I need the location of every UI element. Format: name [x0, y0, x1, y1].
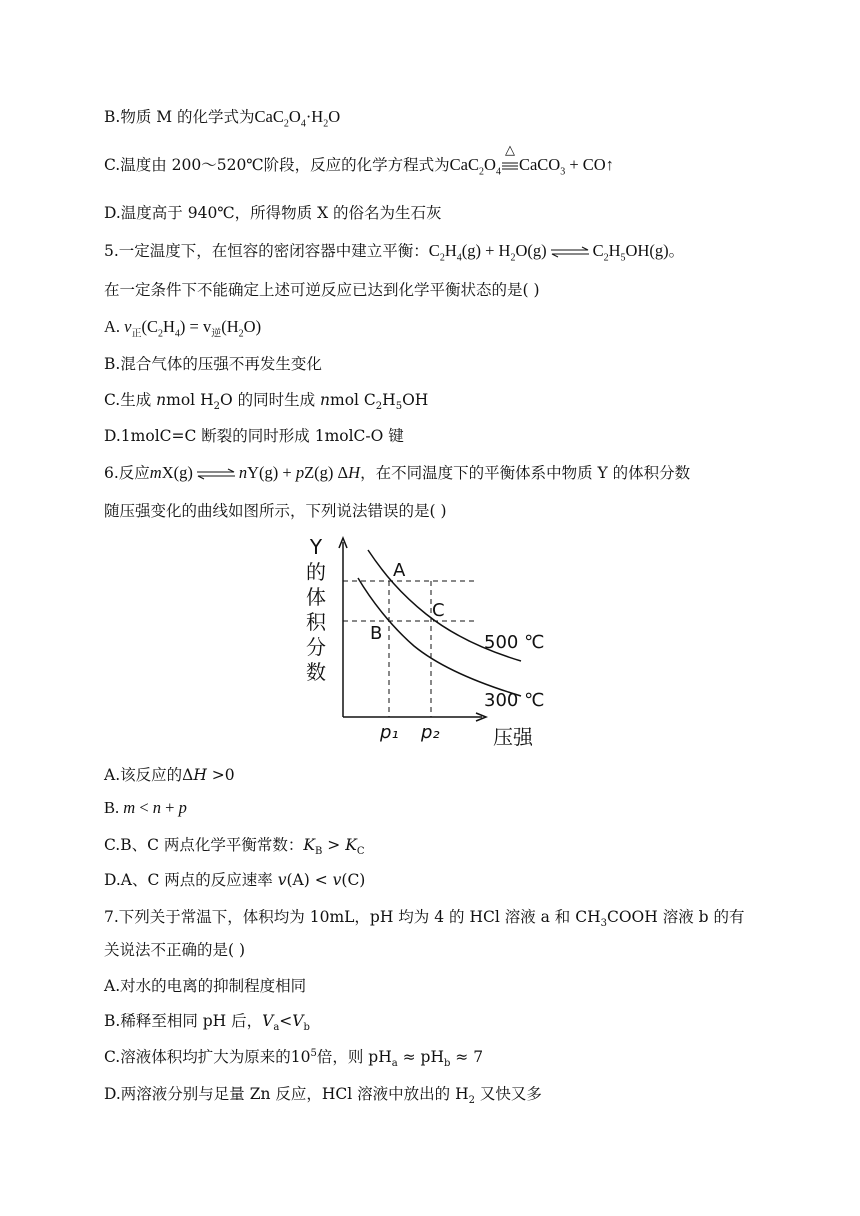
equilibrium-arrow-icon — [196, 468, 236, 480]
equilibrium-arrow-icon — [550, 246, 590, 258]
q7-stem-line2: 关说法不正确的是( ) — [104, 941, 246, 959]
q7-option-b: B.稀释至相同 pH 后，$V_a<V_b$ — [104, 1012, 310, 1034]
q5-stem-suffix: 。 — [668, 242, 685, 260]
q6-eq-right: nY(g) + pZ(g) ΔH — [238, 463, 361, 482]
q6-figure-svg — [296, 534, 558, 746]
q5-option-b: B.混合气体的压强不再发生变化 — [104, 355, 322, 373]
q5-option-d: D.1molC=C 断裂的同时形成 1molC-O 键 — [104, 427, 404, 445]
q7-option-c: C.溶液体积均扩大为原来的$10^5$倍，则 $pH_a \approx pH_b \approx 7$ — [104, 1047, 484, 1070]
q7-option-d: D.两溶液分别与足量 Zn 反应，HCl 溶液中放出的 $H_2$ 又快又多 — [104, 1085, 542, 1107]
q4c-prefix: C.温度由 200～520℃阶段，反应的化学方程式为 — [104, 156, 450, 174]
x-tick-p1: p₁ — [380, 722, 399, 743]
q6-figure — [296, 534, 558, 746]
y-axis-label-3: 积 — [306, 610, 326, 634]
q5-stem-prefix: 5.一定温度下，在恒容的密闭容器中建立平衡： — [104, 242, 429, 260]
q5-eq-left: $C_2H_4(g) + H_2O(g)$ — [428, 241, 547, 264]
y-axis-label-1: 的 — [306, 560, 326, 584]
q7-stem-line1: 7.下列关于常温下，体积均为 10mL，pH 均为 4 的 HCl 溶液 a 和 $CH_3COOH$ 溶液 b 的有 — [104, 908, 745, 930]
q6-option-c: C.B、C 两点化学平衡常数：$K_B > K_C$ — [104, 836, 365, 858]
q7-option-a: A.对水的电离的抑制程度相同 — [104, 977, 307, 995]
y-axis-label-4: 分 — [306, 635, 326, 659]
q4c-product: CaCO$_3$ + CO↑ — [518, 155, 614, 178]
x-tick-p2: p₂ — [421, 722, 440, 743]
x-axis-label: 压强 — [493, 725, 533, 746]
point-label-c: C — [432, 600, 445, 621]
q6-eq-left: mX(g) — [149, 463, 193, 482]
q4-option-d: D.温度高于 940℃，所得物质 X 的俗名为生石灰 — [104, 204, 442, 222]
q4c-reactant: $CaC_2O_4$ — [449, 155, 501, 178]
y-axis-label-0: Y — [309, 535, 323, 559]
q4b-formula: $CaC_2O_4\cdot H_2O$ — [254, 107, 341, 130]
heat-symbol: △ — [504, 143, 515, 158]
y-axis-label-5: 数 — [306, 660, 326, 684]
q6-stem-line1 — [104, 462, 690, 484]
q6-stem-suffix: ，在不同温度下的平衡体系中物质 Y 的体积分数 — [360, 464, 691, 482]
curve-label-300: 300 ℃ — [484, 690, 545, 711]
q4-option-c — [104, 143, 614, 178]
q6-option-b: B. m < n + p — [104, 798, 187, 817]
q6-option-d: D.A、C 两点的反应速率 v(A) < v(C) — [104, 871, 366, 889]
heat-equals-sign — [501, 143, 519, 176]
q6-stem-prefix: 6.反应 — [104, 464, 150, 482]
q5-stem-line1 — [104, 240, 684, 262]
q6-option-a: A.该反应的ΔH >0 — [104, 766, 235, 784]
curve-label-500: 500 ℃ — [484, 632, 545, 653]
q4b-prefix: B.物质 M 的化学式为 — [104, 108, 255, 126]
q6-stem-line2: 随压强变化的曲线如图所示，下列说法错误的是( ) — [104, 502, 447, 520]
q5-stem-line2: 在一定条件下不能确定上述可逆反应已达到化学平衡状态的是( ) — [104, 281, 540, 299]
q5-eq-right: $C_2H_5OH(g)$ — [592, 241, 669, 264]
y-axis-label-2: 体 — [306, 585, 326, 609]
point-label-a: A — [393, 560, 406, 581]
point-label-b: B — [370, 623, 383, 644]
q4-option-b — [104, 106, 340, 128]
q5-option-a: A. $v_正(C_2H_4) = v_逆(H_2O)$ — [104, 317, 262, 340]
q5-option-c: C.生成 nmol $H_2O$ 的同时生成 nmol $C_2H_5OH$ — [104, 391, 429, 413]
